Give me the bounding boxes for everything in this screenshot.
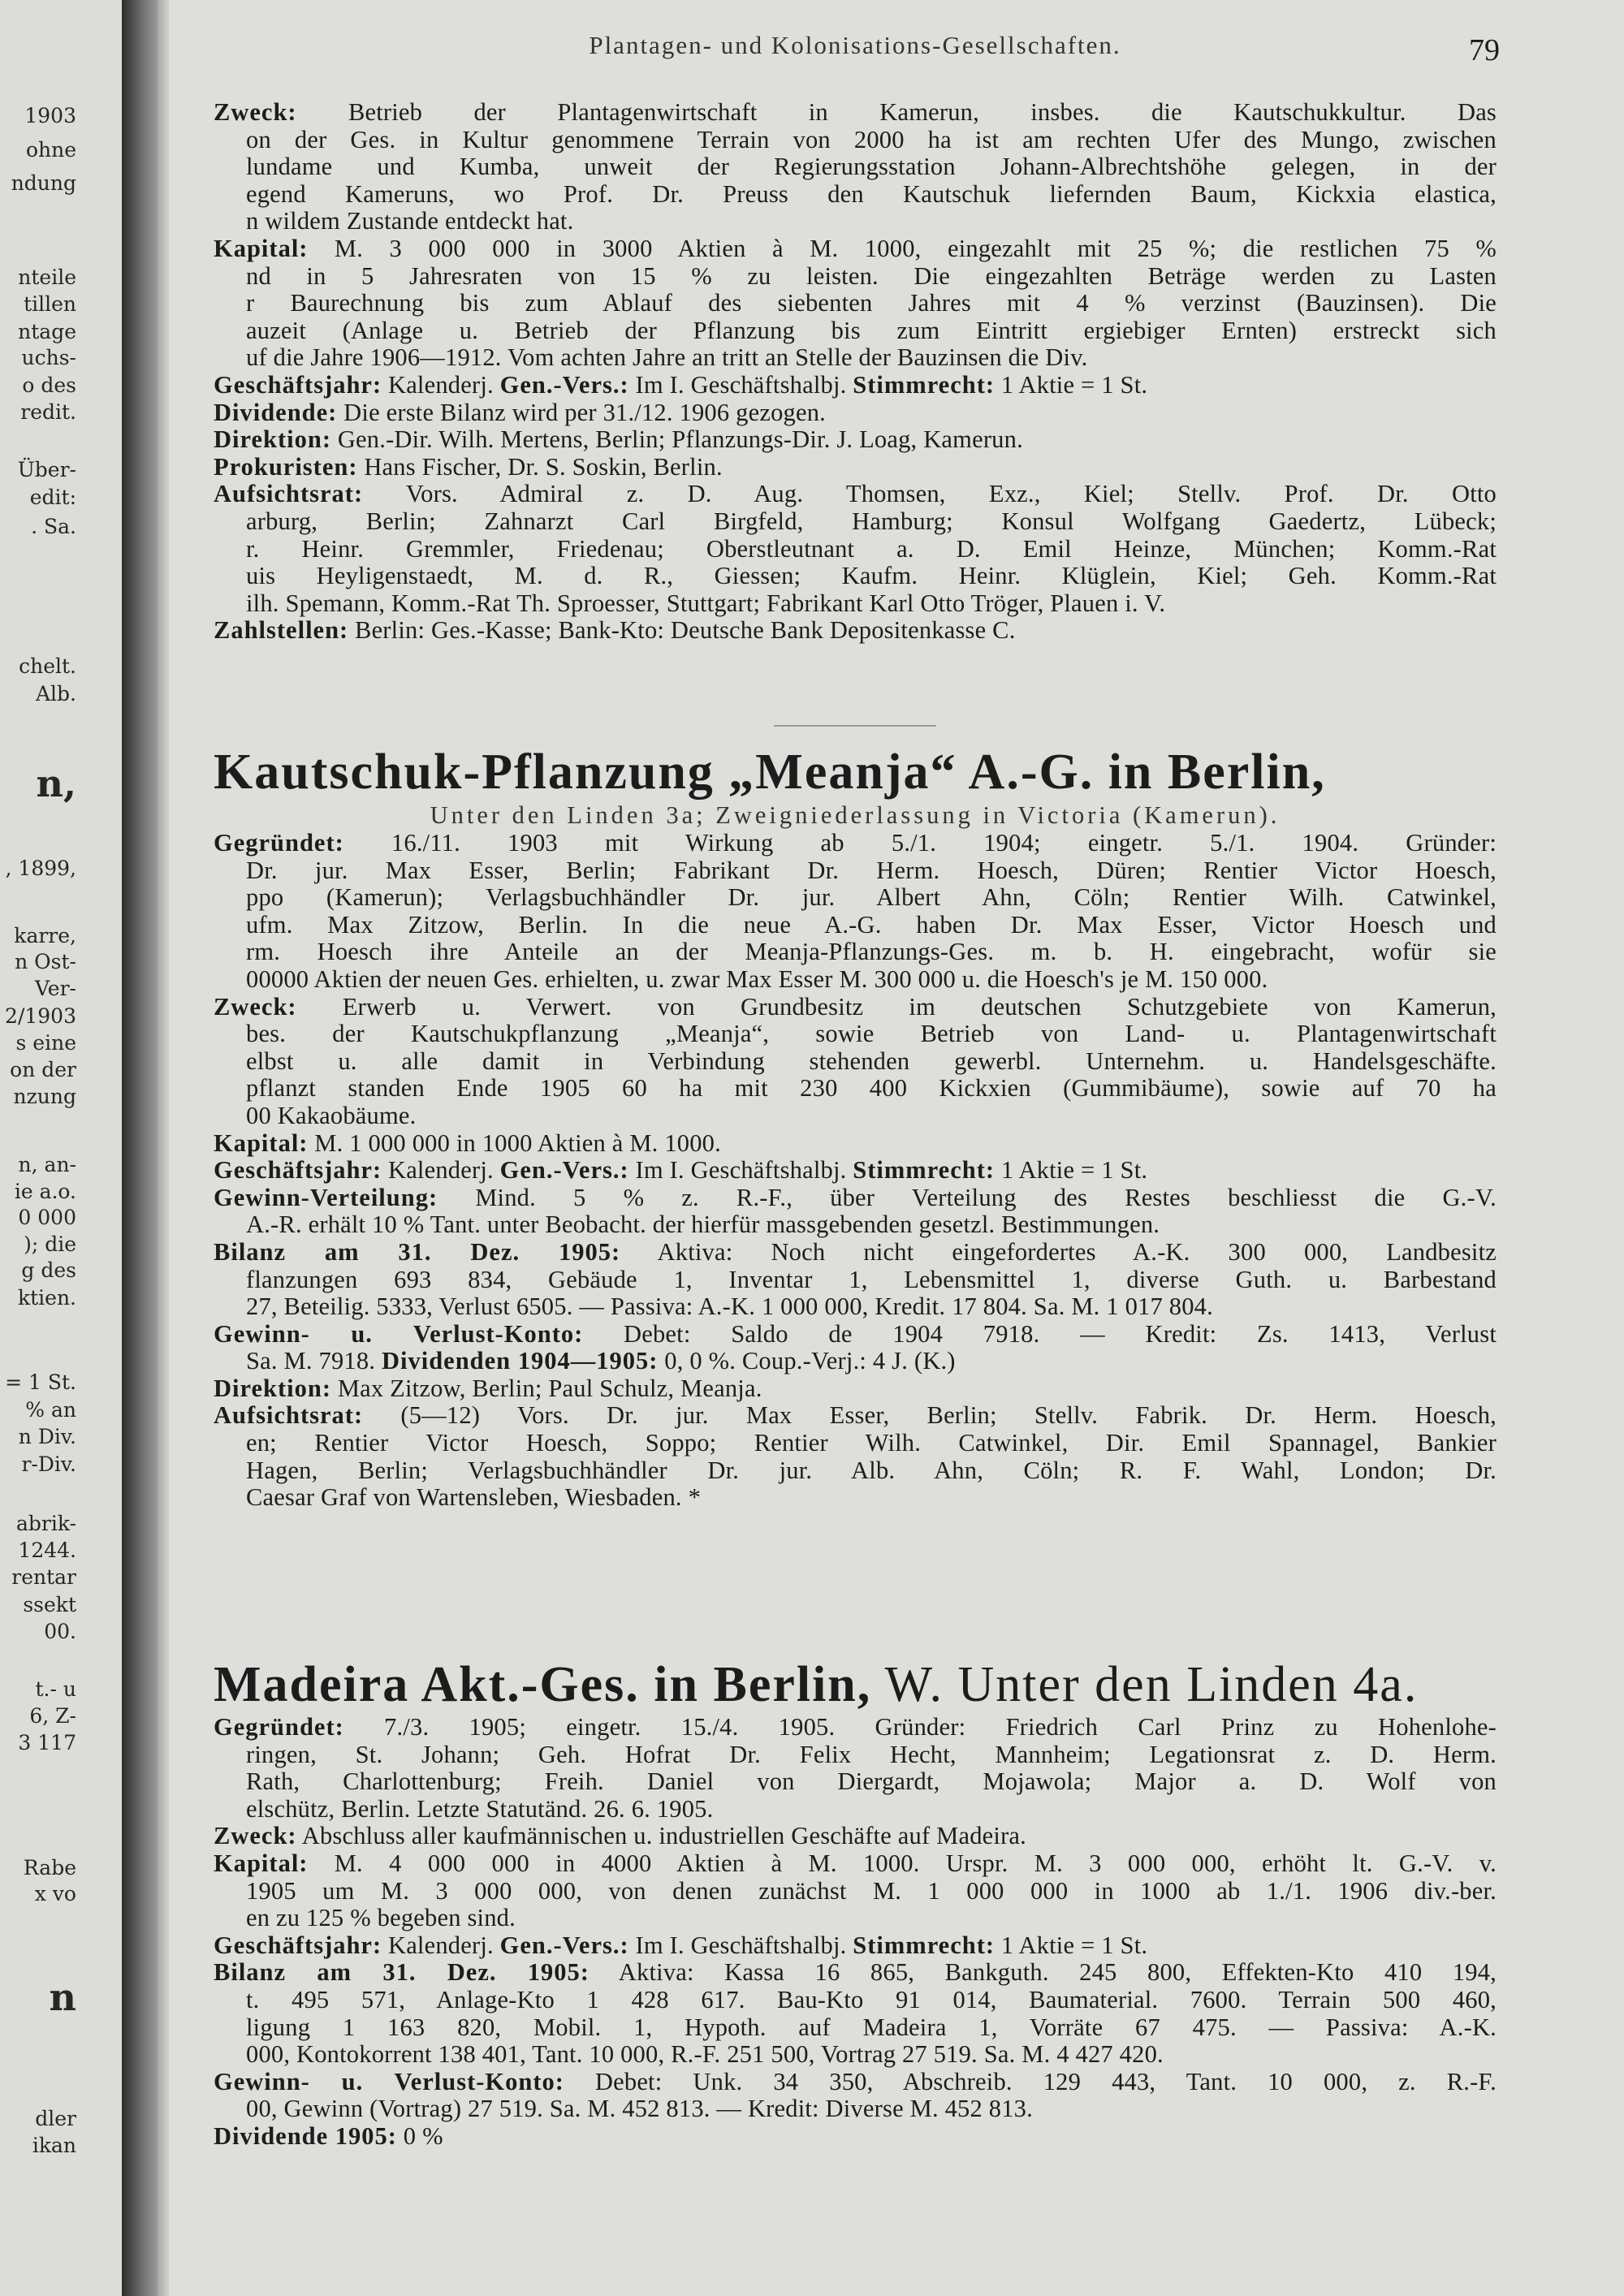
field-label: Geschäftsjahr: xyxy=(214,1931,382,1959)
entry-body xyxy=(214,99,1497,645)
text-line xyxy=(214,1484,1497,1512)
field-text: t. 495 571, Anlage-Kto 1 428 617. Bau-Kto 91 014, Baumaterial. 7600. Terrain 500 460, xyxy=(246,1986,1497,2013)
text-line xyxy=(214,1130,1497,1158)
field-text: bes. der Kautschukpflanzung „Meanja“, sowie Betrieb von Land- u. Plantagenwirtschaft xyxy=(246,1021,1497,1048)
text-line xyxy=(214,1987,1497,2014)
text-line xyxy=(214,1021,1497,1048)
field-text: Betrieb der Plantagenwirtschaft in Kamerun, insbes. die Kautschukkultur. Das xyxy=(296,99,1497,126)
field-text: r Baurechnung bis zum Ablauf des siebenten Jahres mit 4 % verzinst (Bauzinsen). Die xyxy=(246,290,1497,317)
field-text: Kalenderj. xyxy=(382,1157,500,1185)
left-page-text: karre, xyxy=(14,924,76,947)
page-edge xyxy=(158,0,169,2296)
field-label: Zahlstellen: xyxy=(214,617,349,645)
field-text: Erwerb u. Verwert. von Grundbesitz im deutschen Schutzgebiete von Kamerun, xyxy=(296,993,1497,1021)
field-text: 0 % xyxy=(396,2122,443,2150)
left-page-text: 3 117 xyxy=(18,1731,76,1754)
field-label: Bilanz am 31. Dez. 1905: xyxy=(214,1238,621,1266)
text-line xyxy=(214,966,1497,994)
field-label: Gewinn-Verteilung: xyxy=(214,1184,438,1211)
field-text: 1 Aktie = 1 St. xyxy=(995,371,1148,399)
field-label: Gewinn- u. Verlust-Konto: xyxy=(214,1320,584,1348)
field-text: Im I. Geschäftshalbj. xyxy=(628,1931,853,1959)
left-page-text: g des xyxy=(21,1258,76,1282)
field-text: ppo (Kamerun); Verlagsbuchhändler Dr. jur. Albert Ahn, Cöln; Rentier Wilh. Catwinkel, xyxy=(246,884,1497,912)
field-text: Hans Fischer, Dr. S. Soskin, Berlin. xyxy=(357,453,723,481)
text-line xyxy=(214,2041,1497,2069)
left-page-text: s eine xyxy=(15,1031,76,1055)
field-text: ufm. Max Zitzow, Berlin. In die neue A.-G. haben Dr. Max Esser, Victor Hoesch und xyxy=(246,911,1497,939)
field-text: elschütz, Berlin. Letzte Statutänd. 26. 6. 1905. xyxy=(246,1795,714,1823)
field-text: lundame und Kumba, unweit der Regierungsstation Johann-Albrechtshöhe gelegen, in der xyxy=(246,153,1497,181)
text-line xyxy=(214,1768,1497,1796)
field-text: n wildem Zustande entdeckt hat. xyxy=(246,208,574,235)
text-line xyxy=(214,2014,1497,2042)
left-page-text: . Sa. xyxy=(31,515,76,538)
left-page-text: t.- u xyxy=(35,1677,76,1701)
left-page-text: uchs- xyxy=(21,346,76,369)
entry-madeira xyxy=(214,1656,1497,2151)
left-page-text: n, an- xyxy=(18,1153,76,1176)
left-page-text: edit: xyxy=(29,486,76,509)
text-line xyxy=(214,1959,1497,1987)
field-label: Direktion: xyxy=(214,426,331,454)
left-page-text: Ver- xyxy=(35,977,76,1000)
field-text: auzeit (Anlage u. Betrieb der Pflanzung bis zum Eintritt ergiebiger Ernten) erstreckt sich xyxy=(246,317,1497,344)
left-page-text: 2/1903 xyxy=(5,1004,76,1028)
field-label: Kapital: xyxy=(214,1849,309,1877)
text-line xyxy=(214,153,1497,181)
left-page-text: n, xyxy=(36,762,76,805)
section-divider xyxy=(774,725,936,727)
left-page-text: 1244. xyxy=(18,1539,76,1562)
field-text: Vors. Admiral z. D. Aug. Thomsen, Exz., Kiel; Stellv. Prof. Dr. Otto xyxy=(363,481,1497,508)
left-page-text: ie a.o. xyxy=(14,1180,76,1203)
left-page-text: x vo xyxy=(34,1882,76,1905)
text-line xyxy=(214,1293,1497,1321)
text-line xyxy=(214,1932,1497,1960)
left-page-text: ohne xyxy=(25,138,76,162)
left-page-text: % an xyxy=(25,1398,76,1422)
text-line xyxy=(214,830,1497,857)
field-label: Bilanz am 31. Dez. 1905: xyxy=(214,1959,590,1987)
text-line xyxy=(214,1321,1497,1349)
field-text: Berlin: Ges.-Kasse; Bank-Kto: Deutsche Bank Depositenkasse C. xyxy=(348,617,1016,645)
text-line xyxy=(214,1348,1497,1375)
text-line xyxy=(214,1823,1497,1850)
field-label: Dividende 1905: xyxy=(214,2122,397,2150)
text-line xyxy=(214,344,1497,372)
text-line xyxy=(214,884,1497,912)
running-title: Plantagen- und Kolonisations-Gesellschaften. xyxy=(589,31,1121,59)
text-line xyxy=(214,181,1497,209)
text-line xyxy=(214,1741,1497,1769)
field-text: rm. Hoesch ihre Anteile an der Meanja-Pflanzungs-Ges. m. b. H. eingebracht, wofür sie xyxy=(246,939,1497,966)
field-text: Dr. jur. Max Esser, Berlin; Fabrikant Dr. Herm. Hoesch, Düren; Rentier Victor Hoesch, xyxy=(246,857,1497,884)
field-text: 00, Gewinn (Vortrag) 27 519. Sa. M. 452 813. — Kredit: Diverse M. 452 813. xyxy=(246,2095,1033,2123)
text-line xyxy=(214,1375,1497,1403)
text-line xyxy=(214,563,1497,590)
left-page-text: dler xyxy=(35,2107,76,2130)
text-line xyxy=(214,481,1497,508)
text-line xyxy=(214,1267,1497,1294)
left-page-text: Alb. xyxy=(36,682,76,706)
field-label: Stimmrecht: xyxy=(853,371,996,399)
field-text: (5—12) Vors. Dr. jur. Max Esser, Berlin; Stellv. Fabrik. Dr. Herm. Hoesch, xyxy=(363,1402,1497,1430)
field-text: Max Zitzow, Berlin; Paul Schulz, Meanja. xyxy=(331,1375,762,1402)
text-line xyxy=(214,1211,1497,1239)
field-text: Aktiva: Noch nicht eingefordertes A.-K. 300 000, Landbesitz xyxy=(620,1238,1497,1266)
text-line xyxy=(214,426,1497,454)
field-label: Stimmrecht: xyxy=(853,1157,996,1185)
field-label: Gewinn- u. Verlust-Konto: xyxy=(214,2068,564,2095)
text-line xyxy=(214,263,1497,291)
left-page-text: 6, Z- xyxy=(29,1704,76,1728)
field-label: Kapital: xyxy=(214,235,309,262)
text-line xyxy=(214,454,1497,481)
text-line xyxy=(214,1402,1497,1430)
left-page-text: ktien. xyxy=(17,1286,76,1310)
text-line xyxy=(214,508,1497,536)
left-page-fragment xyxy=(0,0,122,2296)
text-line xyxy=(214,317,1497,345)
text-line xyxy=(214,1048,1497,1076)
left-page-text: redit. xyxy=(20,400,76,424)
field-text: uf die Jahre 1906—1912. Vom achten Jahre an tritt an Stelle der Bauzinsen die Div. xyxy=(246,344,1088,372)
text-line xyxy=(214,1157,1497,1185)
field-text: Die erste Bilanz wird per 31./12. 1906 gezogen. xyxy=(337,399,826,426)
field-text: 27, Beteilig. 5333, Verlust 6505. — Passiva: A.-K. 1 000 000, Kredit. 17 804. Sa. M. 1 017 804. xyxy=(246,1293,1213,1321)
left-page-text: n Div. xyxy=(18,1425,76,1448)
company-address: Unter den Linden 3a; Zweigniederlassung in Victoria (Kamerun). xyxy=(430,801,1281,829)
field-text: Kalenderj. xyxy=(382,1931,500,1959)
field-text: Caesar Graf von Wartensleben, Wiesbaden. * xyxy=(246,1484,702,1512)
left-page-text: = 1 St. xyxy=(5,1370,76,1394)
left-page-text: ); die xyxy=(24,1232,76,1256)
field-text: ilh. Spemann, Komm.-Rat Th. Sproesser, Stuttgart; Fabrikant Karl Otto Tröger, Plauen i. V. xyxy=(246,589,1166,617)
text-line xyxy=(214,127,1497,154)
field-label: Geschäftsjahr: xyxy=(214,1157,382,1185)
field-text: elbst u. alle damit in Verbindung stehenden gewerbl. Unternehm. u. Handelsgeschäfte. xyxy=(246,1047,1497,1075)
field-text: M. 3 000 000 in 3000 Aktien à M. 1000, eingezahlt mit 25 %; die restlichen 75 % xyxy=(308,235,1497,262)
text-line xyxy=(214,1185,1497,1212)
left-page-text: rentar xyxy=(11,1565,76,1589)
text-line xyxy=(214,912,1497,939)
left-page-text: nzung xyxy=(13,1085,76,1108)
text-line xyxy=(214,1796,1497,1823)
field-label: Zweck: xyxy=(214,993,297,1021)
field-label: Stimmrecht: xyxy=(853,1931,996,1959)
left-page-text: chelt. xyxy=(19,654,76,678)
text-line xyxy=(214,399,1497,427)
field-label: Zweck: xyxy=(214,1823,297,1850)
field-text: A.-R. erhält 10 % Tant. unter Beobacht. der hierfür massgebenden gesetzl. Bestimmungen. xyxy=(246,1211,1160,1239)
text-line xyxy=(214,1850,1497,1878)
field-text: Im I. Geschäftshalbj. xyxy=(628,1157,853,1185)
left-page-text: 00. xyxy=(44,1620,76,1643)
field-text: Aktiva: Kassa 16 865, Bankguth. 245 800, Effekten-Kto 410 194, xyxy=(589,1959,1497,1987)
text-line xyxy=(214,994,1497,1021)
field-label: Gegründet: xyxy=(214,830,344,857)
field-text: flanzungen 693 834, Gebäude 1, Inventar 1, Lebensmittel 1, diverse Guth. u. Barbestand xyxy=(246,1266,1497,1293)
text-line xyxy=(214,1457,1497,1485)
text-line xyxy=(214,290,1497,317)
field-text: Rath, Charlottenburg; Freih. Daniel von Diergardt, Mojawola; Major a. D. Wolf von xyxy=(246,1768,1497,1796)
entry-body xyxy=(214,1714,1497,2151)
text-line xyxy=(214,208,1497,235)
field-text: Sa. M. 7918. xyxy=(246,1348,382,1375)
text-line xyxy=(214,536,1497,563)
text-line xyxy=(214,2123,1497,2151)
field-text: Kalenderj. xyxy=(382,371,500,399)
field-label: Gen.-Vers.: xyxy=(499,1157,629,1185)
left-page-text: on der xyxy=(10,1058,76,1081)
field-text: 1 Aktie = 1 St. xyxy=(995,1931,1148,1959)
field-text: 16./11. 1903 mit Wirkung ab 5./1. 1904; eingetr. 5./1. 1904. Gründer: xyxy=(343,830,1497,857)
text-line xyxy=(214,1905,1497,1932)
field-label: Kapital: xyxy=(214,1129,309,1157)
field-text: 0, 0 %. Coup.-Verj.: 4 J. (K.) xyxy=(658,1348,956,1375)
field-text: egend Kameruns, wo Prof. Dr. Preuss den Kautschuk liefernden Baum, Kickxia elastica, xyxy=(246,180,1497,208)
field-text: r. Heinr. Gremmler, Friedenau; Oberstleutnant a. D. Emil Heinze, München; Komm.-Rat xyxy=(246,535,1497,563)
field-text: ringen, St. Johann; Geh. Hofrat Dr. Felix Hecht, Mannheim; Legationsrat z. D. Herm. xyxy=(246,1741,1497,1768)
field-label: Dividenden 1904—1905: xyxy=(381,1348,659,1375)
field-text: on der Ges. in Kultur genommene Terrain von 2000 ha ist am rechten Ufer des Mungo, zwischen xyxy=(246,126,1497,153)
field-text: M. 4 000 000 in 4000 Aktien à M. 1000. Urspr. M. 3 000 000, erhöht lt. G.-V. v. xyxy=(308,1849,1497,1877)
field-label: Aufsichtsrat: xyxy=(214,481,364,508)
text-line xyxy=(214,1103,1497,1130)
field-label: Gen.-Vers.: xyxy=(499,1931,629,1959)
field-text: 1 Aktie = 1 St. xyxy=(995,1157,1148,1185)
field-label: Dividende: xyxy=(214,399,338,426)
left-page-text: 1903 xyxy=(24,104,76,127)
left-page-text: 0 000 xyxy=(18,1206,76,1229)
left-page-text: nteile xyxy=(18,265,76,289)
left-page-text: ndung xyxy=(11,171,76,195)
field-text: ligung 1 163 820, Mobil. 1, Hypoth. auf Madeira 1, Vorräte 67 475. — Passiva: A.-K. xyxy=(246,2013,1497,2041)
field-label: Gen.-Vers.: xyxy=(499,371,629,399)
field-text: Gen.-Dir. Wilh. Mertens, Berlin; Pflanzungs-Dir. J. Loag, Kamerun. xyxy=(331,426,1023,454)
field-label: Gegründet: xyxy=(214,1714,344,1741)
entry-kautschuk-meanja xyxy=(214,744,1497,1512)
field-text: Im I. Geschäftshalbj. xyxy=(628,371,853,399)
page xyxy=(169,0,1624,2296)
text-line xyxy=(214,235,1497,263)
company-title xyxy=(214,1656,1497,1714)
field-text: 1905 um M. 3 000 000, von denen zunächst M. 1 000 000 in 1000 ab 1./1. 1906 div.-ber. xyxy=(246,1877,1497,1905)
left-page-text: Rabe xyxy=(23,1856,76,1880)
entry-plantation-company xyxy=(214,99,1497,645)
field-text: nd in 5 Jahresraten von 15 % zu leisten. Die eingezahlten Beträge werden zu Lasten xyxy=(246,262,1497,290)
field-text: Debet: Saldo de 1904 7918. — Kredit: Zs. 1413, Verlust xyxy=(583,1320,1497,1348)
left-page-text: ssekt xyxy=(23,1593,76,1616)
field-label: Aufsichtsrat: xyxy=(214,1402,364,1430)
text-line xyxy=(214,2095,1497,2123)
field-text: 000, Kontokorrent 138 401, Tant. 10 000, R.-F. 251 500, Vortrag 27 519. Sa. M. 4 427 420. xyxy=(246,2041,1164,2069)
text-line xyxy=(214,939,1497,966)
book-gutter xyxy=(122,0,158,2296)
left-page-text: ntage xyxy=(18,320,76,343)
text-line xyxy=(214,857,1497,885)
field-text: en; Rentier Victor Hoesch, Soppo; Rentier Wilh. Catwinkel, Dir. Emil Spannagel, Bankier xyxy=(246,1430,1497,1457)
field-label: Geschäftsjahr: xyxy=(214,371,382,399)
page-number: 79 xyxy=(1469,33,1500,67)
company-address: W. Unter den Linden 4a. xyxy=(871,1657,1419,1712)
text-line xyxy=(214,1075,1497,1103)
field-text: Mind. 5 % z. R.-F., über Verteilung des Restes beschliesst die G.-V. xyxy=(438,1184,1497,1211)
text-line xyxy=(214,372,1497,399)
left-page-text: n Ost- xyxy=(15,950,76,973)
text-line xyxy=(214,99,1497,127)
field-label: Zweck: xyxy=(214,99,297,126)
running-head xyxy=(214,31,1500,67)
text-line xyxy=(214,590,1497,618)
left-page-text: , 1899, xyxy=(5,857,76,880)
left-page-text: ikan xyxy=(32,2134,76,2157)
field-text: pflanzt standen Ende 1905 60 ha mit 230 400 Kickxien (Gummibäume), sowie auf 70 ha xyxy=(246,1075,1497,1103)
field-text: 7./3. 1905; eingetr. 15./4. 1905. Gründer: Friedrich Carl Prinz zu Hohenlohe- xyxy=(343,1714,1497,1741)
text-line xyxy=(214,2069,1497,2096)
text-line xyxy=(214,1239,1497,1267)
field-text: arburg, Berlin; Zahnarzt Carl Birgfeld, Hamburg; Konsul Wolfgang Gaedertz, Lübeck; xyxy=(246,507,1497,535)
left-page-text: n xyxy=(49,1975,76,2019)
entry-body xyxy=(214,830,1497,1512)
left-page-text: o des xyxy=(22,373,76,397)
field-text: M. 1 000 000 in 1000 Aktien à M. 1000. xyxy=(308,1129,721,1157)
left-page-text: Über- xyxy=(17,458,76,481)
text-line xyxy=(214,1430,1497,1457)
field-text: 00 Kakaobäume. xyxy=(246,1102,417,1129)
left-page-text: r-Div. xyxy=(21,1452,76,1476)
field-text: Abschluss aller kaufmännischen u. industriellen Geschäfte auf Madeira. xyxy=(296,1823,1026,1850)
left-page-text: tillen xyxy=(24,292,76,316)
field-text: uis Heyligenstaedt, M. d. R., Giessen; Kaufm. Heinr. Klüglein, Kiel; Geh. Komm.-Rat xyxy=(246,563,1497,590)
text-line xyxy=(214,1878,1497,1905)
text-line xyxy=(214,1714,1497,1741)
text-line xyxy=(214,617,1497,645)
field-text: Hagen, Berlin; Verlagsbuchhändler Dr. jur. Alb. Ahn, Cöln; R. F. Wahl, London; Dr. xyxy=(246,1457,1497,1484)
left-page-text: abrik- xyxy=(15,1512,76,1535)
field-text: 00000 Aktien der neuen Ges. erhielten, u. zwar Max Esser M. 300 000 u. die Hoesch's je M. 150 000. xyxy=(246,965,1268,993)
company-name: Madeira Akt.-Ges. in Berlin, xyxy=(214,1657,872,1712)
field-text: en zu 125 % begeben sind. xyxy=(246,1905,516,1932)
field-label: Direktion: xyxy=(214,1375,331,1402)
company-title: Kautschuk-Pflanzung „Meanja“ A.-G. in Berlin, xyxy=(214,744,1326,800)
field-label: Prokuristen: xyxy=(214,453,358,481)
field-text: Debet: Unk. 34 350, Abschreib. 129 443, Tant. 10 000, z. R.-F. xyxy=(564,2068,1497,2095)
